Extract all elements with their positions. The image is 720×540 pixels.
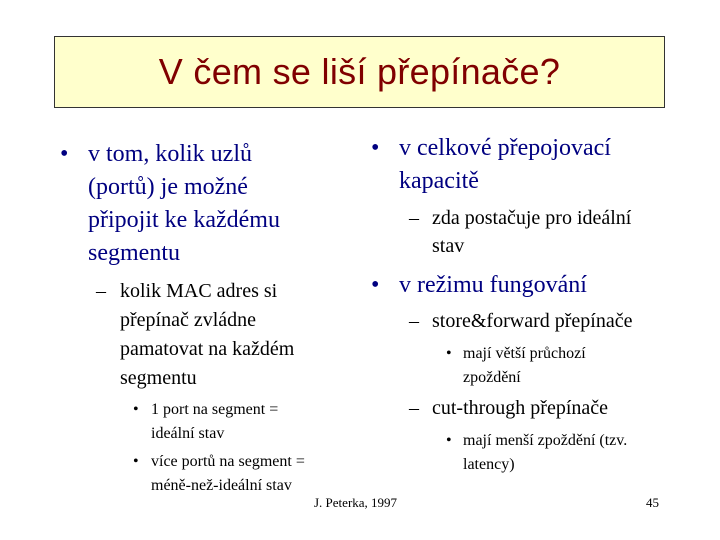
right-sub2-line1: store&forward přepínače [432, 310, 633, 332]
right-subsub2-line1: mají větší průchozí [463, 345, 586, 362]
right-item1-line2: kapacitě [399, 168, 479, 194]
bullet-icon: • [446, 432, 452, 449]
right-sub1-line2: stav [432, 235, 465, 257]
dash-icon: – [96, 280, 106, 302]
left-item1-line3: připojit ke každému [88, 207, 280, 233]
left-sub1-line4: segmentu [120, 367, 197, 389]
bullet-icon: • [60, 141, 69, 167]
left-subsub2-line1: více portů na segment = [151, 453, 305, 470]
left-subsub1-line1: 1 port na segment = [151, 401, 279, 418]
slide-title: V čem se liší přepínače? [158, 51, 561, 92]
slide-title-box [54, 36, 665, 108]
bullet-icon: • [133, 453, 139, 470]
right-item2-line1: v režimu fungování [399, 272, 587, 298]
bullet-icon: • [446, 345, 452, 362]
footer-author: J. Peterka, 1997 [314, 495, 398, 510]
right-subsub3-line2: latency) [463, 456, 515, 473]
dash-icon: – [409, 310, 419, 332]
left-subsub1-line2: ideální stav [151, 425, 225, 442]
left-item1-line1: v tom, kolik uzlů [88, 141, 252, 167]
left-sub1-line2: přepínač zvládne [120, 309, 257, 331]
left-sub1-line3: pamatovat na každém [120, 338, 295, 360]
left-sub1-line1: kolik MAC adres si [120, 280, 278, 302]
right-sub1-line1: zda postačuje pro ideální [432, 207, 632, 229]
bullet-icon: • [371, 272, 380, 298]
right-subsub3-line1: mají menší zpoždění (tzv. [463, 432, 628, 449]
left-subsub2-line2: méně-než-ideální stav [151, 477, 292, 494]
right-subsub2-line2: zpoždění [463, 369, 521, 386]
dash-icon: – [409, 397, 419, 419]
right-sub3-line1: cut-through přepínače [432, 397, 609, 419]
left-item1-line4: segmentu [88, 240, 180, 266]
left-item1-line2: (portů) je možné [88, 174, 248, 200]
bullet-icon: • [133, 401, 139, 418]
bullet-icon: • [371, 135, 380, 161]
right-item1-line1: v celkové přepojovací [399, 135, 611, 161]
dash-icon: – [409, 207, 419, 229]
page-number: 45 [646, 495, 659, 510]
